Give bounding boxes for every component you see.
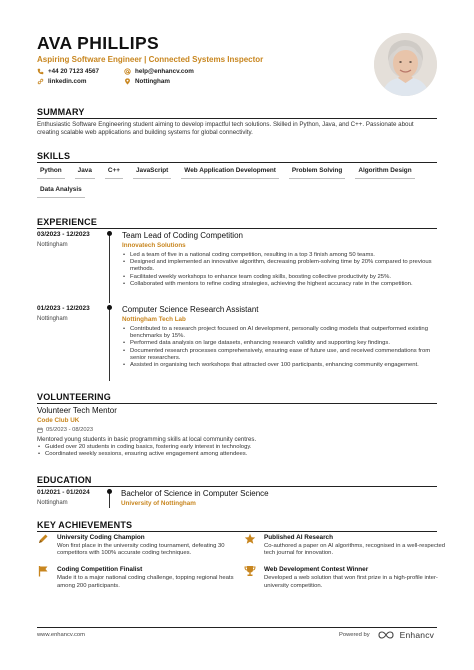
achievement-desc: Developed a web solution that won first prize in a high-profile inter-university competition.: [264, 575, 438, 589]
experience-company: Nottingham Tech Lab: [122, 316, 186, 323]
achievement-item: [244, 533, 447, 557]
email-contact[interactable]: [124, 67, 284, 76]
bullet-item: • Led a team of five in a national coding competition, resulting in a top 3 finish among 50 teams.: [122, 252, 437, 259]
at-icon: [124, 68, 131, 75]
footer-divider: [37, 627, 437, 628]
footer-branding: [339, 630, 434, 640]
contact-info: [37, 67, 367, 86]
achievement-item: [244, 565, 447, 589]
summary-text: Enthusiastic Software Engineering student aiming to develop impactful tech solutions. Skilled in Python, Java, and C++. Passionate about creating scalable web applications and building systems for global connectivity.: [37, 121, 414, 137]
candidate-title: Aspiring Software Engineer | Connected Systems Inspector: [37, 55, 264, 64]
education-content: [121, 489, 269, 508]
skills-list: [37, 166, 437, 204]
degree-title: Bachelor of Science in Computer Science: [121, 489, 269, 498]
achievement-title: Published AI Research: [264, 534, 334, 541]
flag-icon: [37, 565, 49, 577]
skill-tag: Data Analysis: [37, 185, 85, 198]
experience-role: Computer Science Research Assistant: [122, 305, 259, 314]
skills-heading: SKILLS: [37, 151, 71, 161]
experience-date: 01/2023 - 12/2023: [37, 305, 90, 312]
bullet-item: • Assisted in organising tech workshops that attracted over 100 participants, enhancing community engagement.: [122, 362, 437, 369]
achievement-desc: Won first place in the university coding tournament, defeating 30 competitors with 100% accurate coding techniques.: [57, 543, 225, 557]
achievement-desc: Made it to a major national coding challenge, topping regional heats among 200 participants.: [57, 575, 234, 589]
email-text: help@enhancv.com: [135, 68, 194, 75]
bullet-item: • Performed data analysis on large datasets, enhancing research validity and supporting key findings.: [122, 340, 437, 347]
experience-divider: [37, 228, 437, 229]
powered-by-text: Powered by: [339, 632, 370, 638]
volunteering-heading: VOLUNTEERING: [37, 392, 111, 402]
volunteer-dates-text: 05/2023 - 08/2023: [46, 427, 94, 433]
linkedin-contact[interactable]: [37, 77, 124, 86]
bullet-item: • Coordinated weekly sessions, ensuring active engagement among attendees.: [37, 451, 437, 458]
bullet-item: • Guided over 20 students in coding basics, fostering early interest in technology.: [37, 444, 437, 451]
timeline-line: [109, 307, 110, 381]
footer-website[interactable]: www.enhancv.com: [37, 632, 85, 638]
header: [37, 34, 367, 86]
bullet-item: • Documented research processes comprehensively, ensuring ease of future use, and received commendations from senior researchers.: [122, 348, 437, 362]
achievement-desc: Co-authored a paper on AI algorithms, recognised in a well-respected tech journal for innovation.: [264, 543, 446, 557]
candidate-name: AVA PHILLIPS: [37, 33, 160, 53]
skill-tag: Python: [37, 166, 65, 179]
skill-tag: C++: [105, 166, 123, 179]
skill-tag: Web Application Development: [181, 166, 279, 179]
star-icon: [244, 533, 256, 545]
location-pin-icon: [124, 78, 131, 85]
skill-tag: Problem Solving: [289, 166, 345, 179]
achievements-divider: [37, 531, 437, 532]
education-divider: [37, 486, 437, 487]
experience-bullets: [122, 326, 437, 369]
phone-contact: [37, 67, 124, 76]
bullet-item: • Facilitated weekly workshops to enhance team coding skills, boosting collective productivity by 25%.: [122, 274, 437, 281]
pen-icon: [37, 533, 49, 545]
education-heading: EDUCATION: [37, 475, 92, 485]
skill-tag: JavaScript: [133, 166, 171, 179]
experience-role: Team Lead of Coding Competition: [122, 231, 243, 240]
timeline-dot: [107, 489, 112, 494]
summary-heading: SUMMARY: [37, 107, 85, 117]
experience-content: [122, 305, 437, 369]
volunteer-role: Volunteer Tech Mentor: [37, 406, 117, 415]
bullet-item: • Contributed to a research project focused on AI development, personally coding models that outperformed existing benchmarks by 15%.: [122, 326, 437, 340]
enhancv-logo-icon: [376, 630, 396, 640]
achievement-item: [37, 533, 244, 557]
volunteer-dates: [37, 427, 437, 433]
skill-tag: Algorithm Design: [355, 166, 414, 179]
phone-text: +44 20 7123 4567: [48, 68, 99, 75]
skills-divider: [37, 162, 437, 163]
volunteering-divider: [37, 403, 437, 404]
location-text: Nottingham: [135, 78, 170, 85]
phone-icon: [37, 68, 44, 75]
achievement-title: Web Development Contest Winner: [264, 566, 369, 574]
summary-divider: [37, 118, 437, 119]
volunteer-org: Code Club UK: [37, 417, 80, 424]
timeline-dot: [107, 305, 112, 310]
achievement-item: [37, 565, 244, 589]
achievements-heading: KEY ACHIEVEMENTS: [37, 520, 133, 530]
link-icon: [37, 78, 44, 85]
brand-name: Enhancv: [399, 630, 435, 640]
trophy-icon: [244, 565, 256, 577]
achievement-title: University Coding Champion: [57, 534, 145, 541]
skill-tag: Java: [75, 166, 95, 179]
experience-location: Nottingham: [37, 242, 68, 248]
volunteer-bullets: [37, 444, 437, 458]
volunteer-description: Mentored young students in basic programming skills at local community centres.: [37, 436, 257, 443]
timeline-dot: [107, 231, 112, 236]
experience-location: Nottingham: [37, 316, 68, 322]
achievement-title: Coding Competition Finalist: [57, 566, 143, 574]
location-contact: [124, 77, 284, 86]
education-date: 01/2021 - 01/2024: [37, 489, 90, 496]
timeline-line: [109, 233, 110, 303]
experience-bullets: [122, 252, 437, 288]
experience-heading: EXPERIENCE: [37, 217, 98, 227]
calendar-icon: [37, 427, 43, 433]
bullet-item: • Collaborated with mentors to refine coding strategies, achieving the highest accuracy rate in the competition.: [122, 281, 437, 288]
experience-company: Innovatech Solutions: [122, 242, 186, 249]
education-location: Nottingham: [37, 500, 68, 506]
bullet-item: • Designed and implemented an innovative algorithm, decreasing problem-solving time by 20% compared to previous methods.: [122, 259, 437, 273]
volunteering-item: [37, 406, 437, 458]
school-name: University of Nottingham: [121, 500, 196, 507]
experience-content: [122, 231, 437, 288]
linkedin-text: linkedin.com: [48, 78, 87, 85]
achievements-list: [37, 533, 447, 590]
avatar-portrait: [374, 33, 437, 96]
experience-date: 03/2023 - 12/2023: [37, 231, 90, 238]
profile-photo: [374, 33, 437, 96]
